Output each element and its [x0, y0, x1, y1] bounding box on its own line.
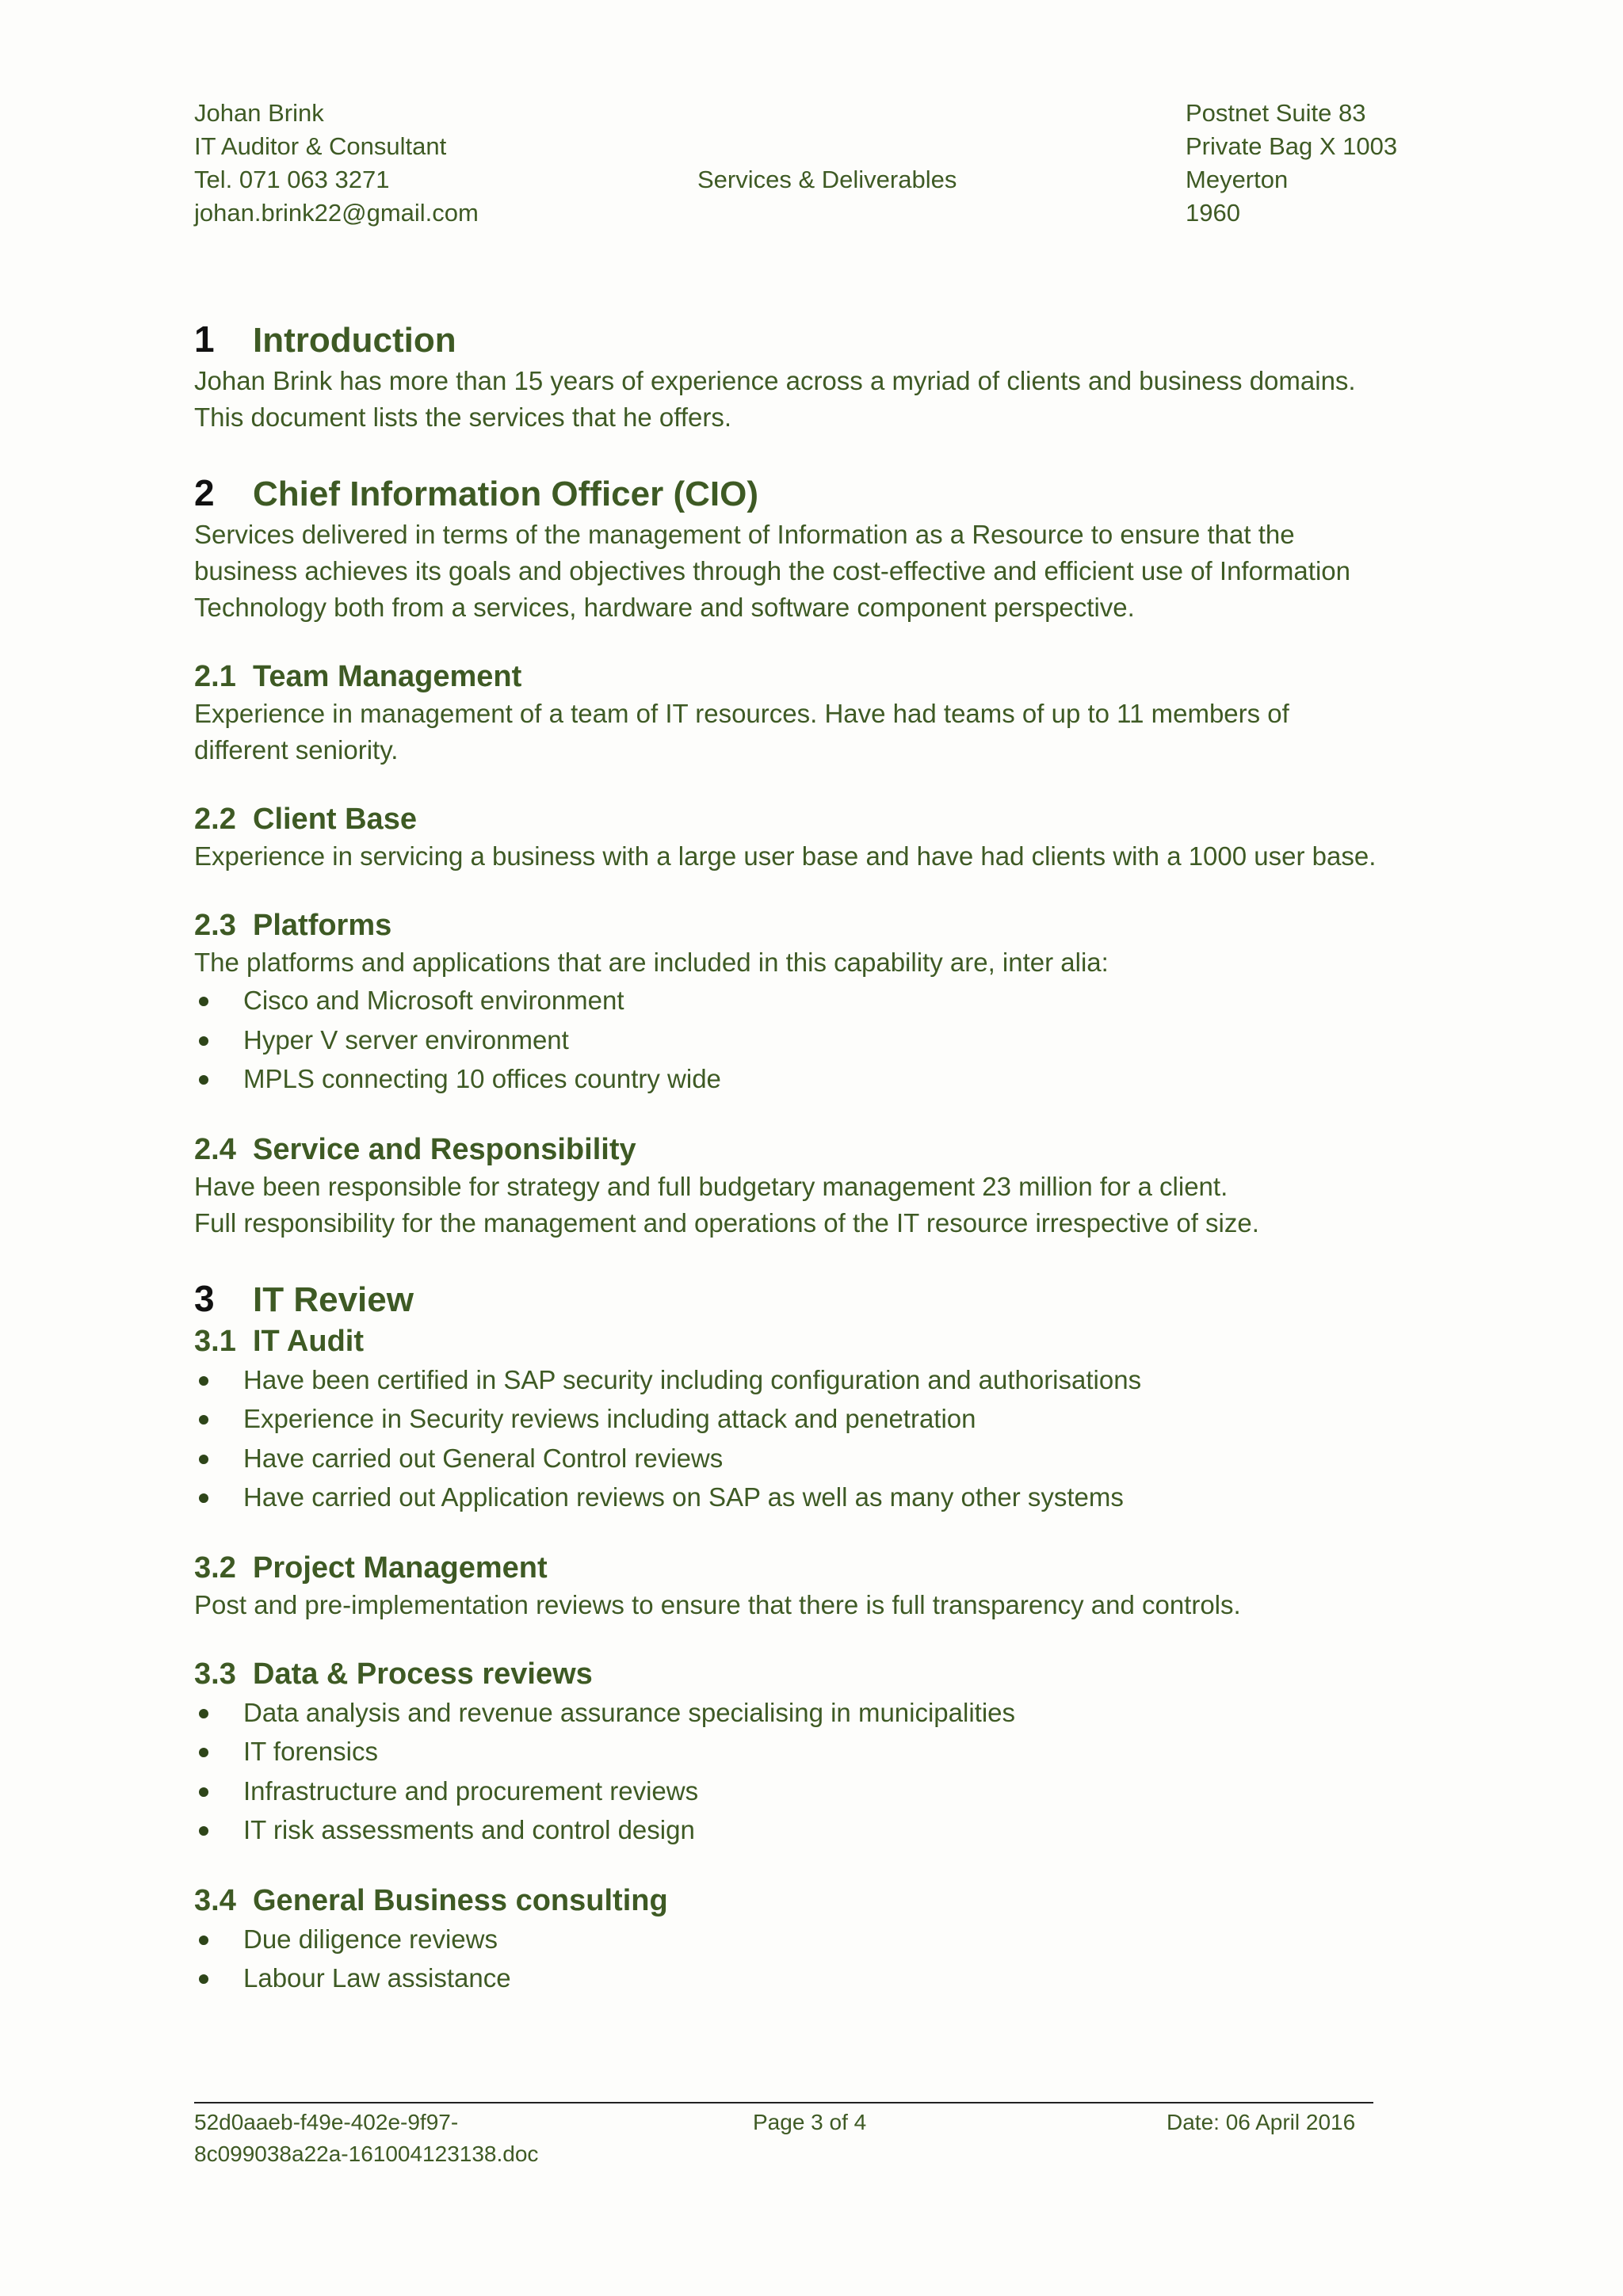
paragraph: Experience in servicing a business with a large user base and have had clients with a 1000 user base. [194, 841, 1377, 871]
section-heading [194, 317, 1383, 363]
header-address [1186, 97, 1397, 230]
header-name: Johan Brink [194, 99, 324, 127]
header-doc-title [697, 163, 957, 196]
subsection-heading [194, 1549, 1383, 1587]
subsection-number: 2.3 [194, 909, 236, 942]
subsection-number: 3.1 [194, 1324, 236, 1358]
subsection-heading [194, 658, 1383, 696]
header-address-line: Private Bag X 1003 [1186, 132, 1398, 160]
subsection-number: 2.2 [194, 803, 236, 836]
list-item: Have carried out General Control reviews [194, 1439, 1383, 1478]
footer-filename-line: 52d0aaeb-f49e-402e-9f97- [194, 2110, 459, 2134]
subsection-title: IT Audit [253, 1324, 364, 1358]
footer-divider [194, 2102, 1373, 2103]
section-number: 1 [194, 318, 215, 360]
subsection-heading [194, 906, 1383, 944]
subsection-title: General Business consulting [253, 1883, 668, 1917]
section-heading [194, 1276, 1383, 1322]
bullet-list [194, 1920, 1383, 1998]
header-address-line: 1960 [1186, 199, 1240, 227]
list-item: Cisco and Microsoft environment [194, 981, 1383, 1020]
bullet-list [194, 1693, 1383, 1850]
paragraph: Johan Brink has more than 15 years of experience across a myriad of clients and business domains. This document lists the services that he offers. [194, 366, 1356, 432]
paragraph: The platforms and applications that are included in this capability are, inter alia: [194, 948, 1109, 977]
subsection-heading [194, 1322, 1383, 1360]
list-item: Infrastructure and procurement reviews [194, 1772, 1383, 1811]
subsection-title: Project Management [253, 1550, 548, 1585]
subsection-number: 2.4 [194, 1132, 236, 1166]
header-phone: Tel. 071 063 3271 [194, 166, 390, 193]
subsection-heading [194, 1131, 1383, 1169]
subsection-title: Service and Responsibility [253, 1132, 636, 1166]
header-title-text: Services & Deliverables [697, 166, 957, 193]
section-number: 2 [194, 472, 215, 513]
paragraph: Full responsibility for the management and operations of the IT resource irrespective of size. [194, 1207, 1259, 1238]
footer-date: Date: 06 April 2016 [1167, 2110, 1356, 2134]
footer-page-number: Page 3 of 4 [753, 2110, 867, 2134]
subsection-number: 3.2 [194, 1550, 236, 1585]
footer-filename [194, 2107, 538, 2170]
section-title: IT Review [253, 1280, 414, 1319]
subsection-heading [194, 1882, 1383, 1920]
list-item: Have carried out Application reviews on SAP as well as many other systems [194, 1478, 1383, 1517]
subsection-heading [194, 800, 1383, 838]
header-address-line: Meyerton [1186, 166, 1289, 193]
list-item: Data analysis and revenue assurance specialising in municipalities [194, 1693, 1383, 1733]
list-item: Have been certified in SAP security including configuration and authorisations [194, 1360, 1383, 1400]
list-item: IT risk assessments and control design [194, 1810, 1383, 1850]
subsection-number: 2.1 [194, 660, 236, 693]
list-item: Labour Law assistance [194, 1958, 1383, 1998]
paragraph: Services delivered in terms of the management of Information as a Resource to ensure that the business achieves its goals and objectives through the cost-effective and efficient use of Information Technology both from a services, hardware and software component perspective. [194, 520, 1350, 622]
section-number: 3 [194, 1277, 215, 1319]
paragraph: Experience in management of a team of IT resources. Have had teams of up to 11 members of different seniority. [194, 699, 1289, 765]
paragraph: Have been responsible for strategy and full budgetary management 23 million for a client. [194, 1171, 1228, 1201]
list-item: IT forensics [194, 1732, 1383, 1772]
subsection-heading [194, 1655, 1383, 1693]
subsection-number: 3.4 [194, 1883, 236, 1917]
subsection-number: 3.3 [194, 1657, 236, 1691]
subsection-title: Client Base [253, 803, 417, 836]
list-item: Experience in Security reviews including attack and penetration [194, 1399, 1383, 1439]
section-title: Introduction [253, 321, 456, 360]
footer-filename-line: 8c099038a22a-161004123138.doc [194, 2142, 539, 2166]
header-address-line: Postnet Suite 83 [1186, 99, 1366, 127]
list-item: Hyper V server environment [194, 1020, 1383, 1060]
subsection-title: Data & Process reviews [253, 1657, 593, 1691]
header-role: IT Auditor & Consultant [194, 132, 447, 160]
bullet-list [194, 981, 1383, 1099]
subsection-title: Platforms [253, 909, 392, 942]
section-heading [194, 471, 1383, 517]
header-email: johan.brink22@gmail.com [194, 199, 479, 227]
bullet-list [194, 1360, 1383, 1517]
list-item: Due diligence reviews [194, 1920, 1383, 1959]
subsection-title: Team Management [253, 660, 522, 693]
header-contact [194, 97, 479, 230]
list-item: MPLS connecting 10 offices country wide [194, 1059, 1383, 1099]
section-title: Chief Information Officer (CIO) [253, 475, 758, 513]
document-body [194, 317, 1383, 1998]
paragraph: Post and pre-implementation reviews to ensure that there is full transparency and controls. [194, 1589, 1241, 1619]
